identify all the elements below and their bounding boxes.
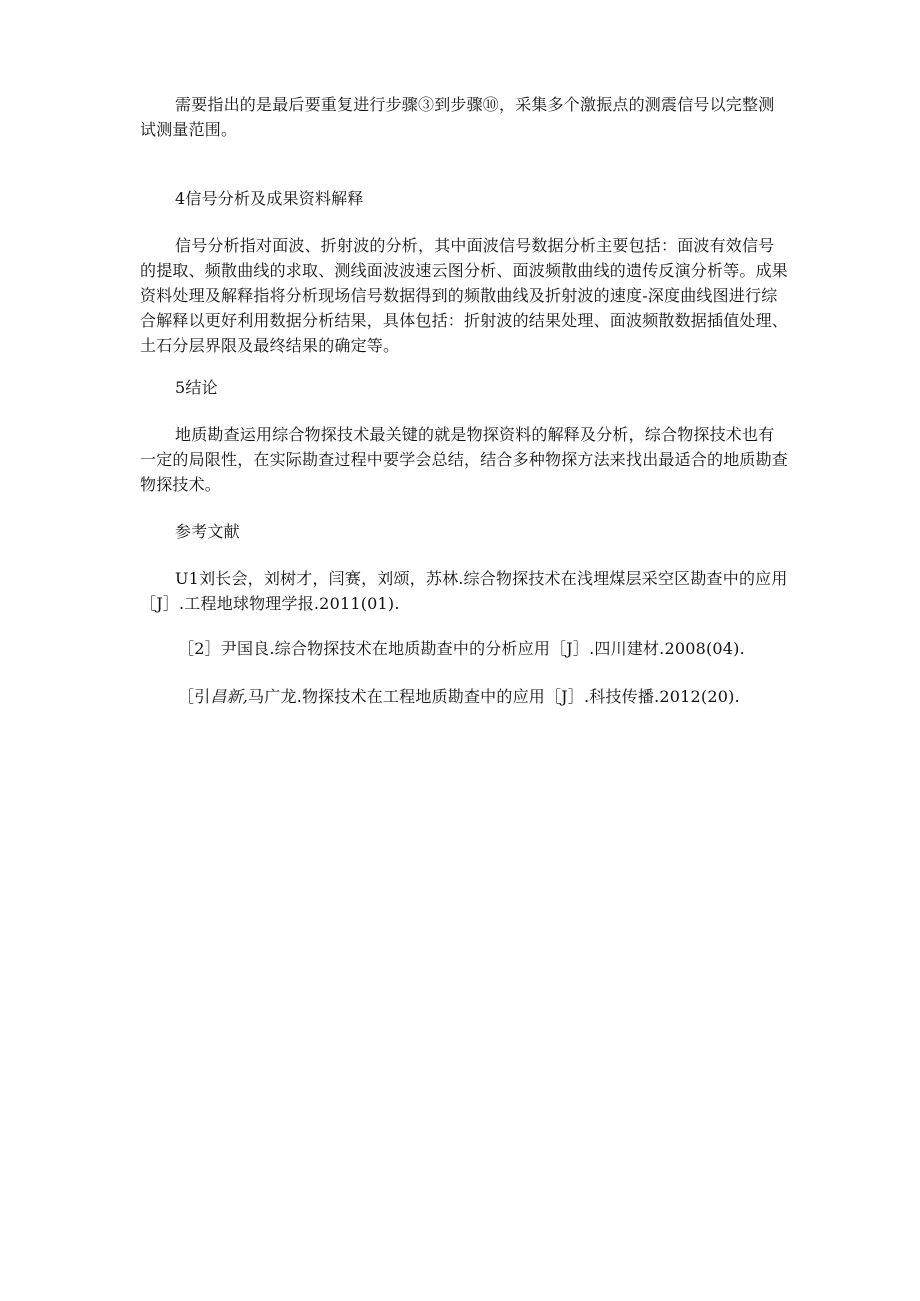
reference-item-3 <box>178 684 818 709</box>
reference-item-2: ［2］尹国良.综合物探技术在地质勘查中的分析应用［J］.四川建材.2008(04). <box>178 639 745 658</box>
section-heading-4: 4信号分析及成果资料解释 <box>175 189 364 208</box>
reference-item-3-italic: 昌新, <box>210 687 249 706</box>
reference-item-3-prefix: ［引 <box>178 687 211 706</box>
paragraph-conclusion: 地质勘查运用综合物探技术最关键的就是物探资料的解释及分析，综合物探技术也有一定的局限性，在实际勘查过程中要学会总结，结合多种物探方法来找出最适合的地质勘查物探技术。 <box>140 425 789 494</box>
paragraph-signal-analysis: 信号分析指对面波、折射波的分析，其中面波信号数据分析主要包括：面波有效信号的提取、频散曲线的求取、测线面波波速云图分析、面波频散曲线的遗传反演分析等。成果资料处理及解释指将分析现场信号数据得到的频散曲线及折射波的速度-深度曲线图进行综合解释以更好利用数据分析结果，具体包括：折射波的结果处理、面波频散数据插值处理、土石分层界限及最终结果的确定等。 <box>140 236 789 355</box>
reference-item-1: U1刘长会，刘树才，闫赛，刘颂，苏林.综合物探技术在浅埋煤层采空区勘查中的应用［J］.工程地球物理学报.2011(01). <box>140 569 788 613</box>
section-heading-5: 5结论 <box>175 378 218 397</box>
reference-item-3-rest: 马广龙.物探技术在工程地质勘查中的应用［J］.科技传播.2012(20). <box>248 687 740 706</box>
references-heading: 参考文献 <box>175 522 240 541</box>
paragraph-intro: 需要指出的是最后要重复进行步骤③到步骤⑩，采集多个激振点的测震信号以完整测试测量范围。 <box>140 95 775 139</box>
